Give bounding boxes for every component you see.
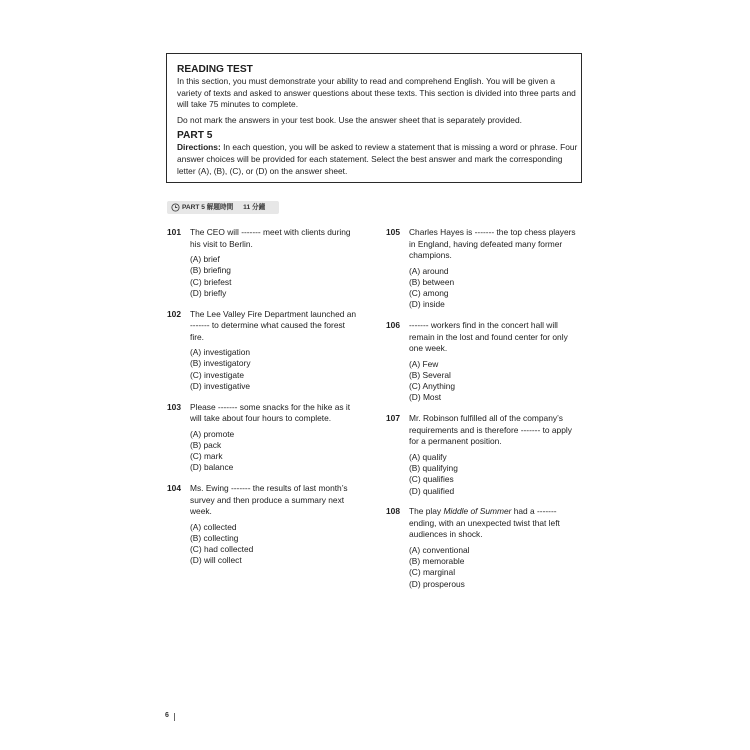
option-b: (B) briefing [190, 265, 231, 276]
answer-options [409, 545, 586, 590]
question-105 [386, 227, 586, 311]
option-c: (C) investigate [190, 369, 244, 380]
option-d: (D) inside [409, 299, 445, 310]
answer-sheet-note: Do not mark the answers in your test book. Use the answer sheet that is separately provided. [177, 114, 522, 125]
question-text: Charles Hayes is ------- the top chess players in England, having defeated many former champions. [409, 227, 576, 261]
question-text-end: had a ------- ending, with an unexpected twist that left audiences in shock. [409, 506, 560, 540]
answer-options [190, 254, 367, 299]
question-number: 108 [386, 506, 400, 517]
question-108 [386, 506, 586, 590]
option-a: (A) qualify [409, 451, 447, 462]
option-c: (C) briefest [190, 276, 232, 287]
question-number: 103 [167, 401, 181, 412]
page-number: 6 [165, 712, 169, 719]
question-text: Ms. Ewing ------- the results of last month’s survey and then produce a summary next week. [190, 483, 348, 517]
question-text: The Lee Valley Fire Department launched an ------- to determine what caused the forest fire. [190, 308, 357, 342]
reading-test-instructions [166, 53, 582, 183]
option-c: (C) among [409, 288, 449, 299]
option-b: (B) investigatory [190, 358, 251, 369]
option-b: (B) between [409, 276, 455, 287]
part-title: PART 5 [177, 130, 213, 142]
questions-left-column [167, 227, 367, 576]
option-a: (A) around [409, 265, 449, 276]
option-d: (D) briefly [190, 287, 227, 298]
question-text-start: The play [409, 506, 444, 517]
option-a: (A) brief [190, 254, 220, 265]
question-106 [386, 320, 586, 404]
option-d: (D) qualified [409, 485, 455, 496]
option-b: (B) memorable [409, 556, 465, 567]
option-c: (C) qualifies [409, 474, 454, 485]
option-c: (C) had collected [190, 544, 254, 555]
question-number: 101 [167, 227, 181, 237]
question-number: 105 [386, 227, 400, 237]
play-title: Middle of Summer [443, 506, 512, 517]
section-title: READING TEST [177, 64, 253, 75]
question-107 [386, 413, 586, 497]
option-c: (C) Anything [409, 381, 456, 392]
option-b: (B) pack [190, 439, 222, 450]
answer-options [190, 429, 367, 474]
answer-options [409, 359, 586, 404]
directions [177, 142, 581, 177]
option-b: (B) collecting [190, 533, 239, 544]
question-text: ------- workers find in the concert hall will remain in the lost and found center for only one week. [409, 320, 568, 354]
questions-right-column [386, 227, 586, 599]
option-d: (D) will collect [190, 555, 242, 566]
option-a: (A) promote [190, 428, 235, 439]
directions-label: Directions: [177, 142, 221, 153]
time-limit-duration: 11 分鐘 [243, 204, 266, 211]
intro-paragraph: In this section, you must demonstrate your ability to read and comprehend English. You will be given a variety of texts and asked to answer questions about these texts. This section is divided into three parts and will take 75 minutes to complete. [177, 76, 576, 110]
clock-icon [171, 203, 180, 212]
answer-options [190, 347, 367, 392]
option-d: (D) balance [190, 462, 234, 473]
page-number-divider [174, 713, 175, 721]
question-number: 106 [386, 320, 400, 331]
option-b: (B) Several [409, 370, 451, 381]
question-103 [167, 402, 367, 474]
time-limit-label: PART 5 解題時間 [182, 204, 234, 211]
question-text: The CEO will ------- meet with clients during his visit to Berlin. [190, 227, 351, 249]
option-c: (C) marginal [409, 567, 456, 578]
option-a: (A) conventional [409, 545, 470, 556]
option-d: (D) prosperous [409, 578, 465, 589]
question-text: Please ------- some snacks for the hike as it will take about four hours to complete. [190, 401, 351, 424]
question-text [409, 506, 579, 541]
question-102 [167, 309, 367, 393]
question-number: 107 [386, 413, 400, 424]
option-b: (B) qualifying [409, 463, 458, 474]
option-d: (D) investigative [190, 380, 251, 391]
question-101 [167, 227, 367, 299]
time-limit-badge [167, 201, 279, 214]
question-104 [167, 483, 367, 567]
option-a: (A) collected [190, 521, 237, 532]
answer-options [409, 452, 586, 497]
directions-text: In each question, you will be asked to review a statement that is missing a word or phrase. Four answer choices will be provided for each statement. Select the best answer and mark the corresponding letter (A), (B), (C), or (D) on the answer sheet. [177, 142, 578, 176]
answer-options [409, 266, 586, 311]
answer-options [190, 522, 367, 567]
option-d: (D) Most [409, 392, 442, 403]
option-a: (A) Few [409, 358, 439, 369]
question-text: Mr. Robinson fulfilled all of the company’s requirements and is therefore ------- to apply for a permanent position. [409, 413, 572, 447]
question-number: 104 [167, 483, 181, 494]
option-a: (A) investigation [190, 347, 251, 358]
question-number: 102 [167, 308, 181, 319]
option-c: (C) mark [190, 451, 223, 462]
